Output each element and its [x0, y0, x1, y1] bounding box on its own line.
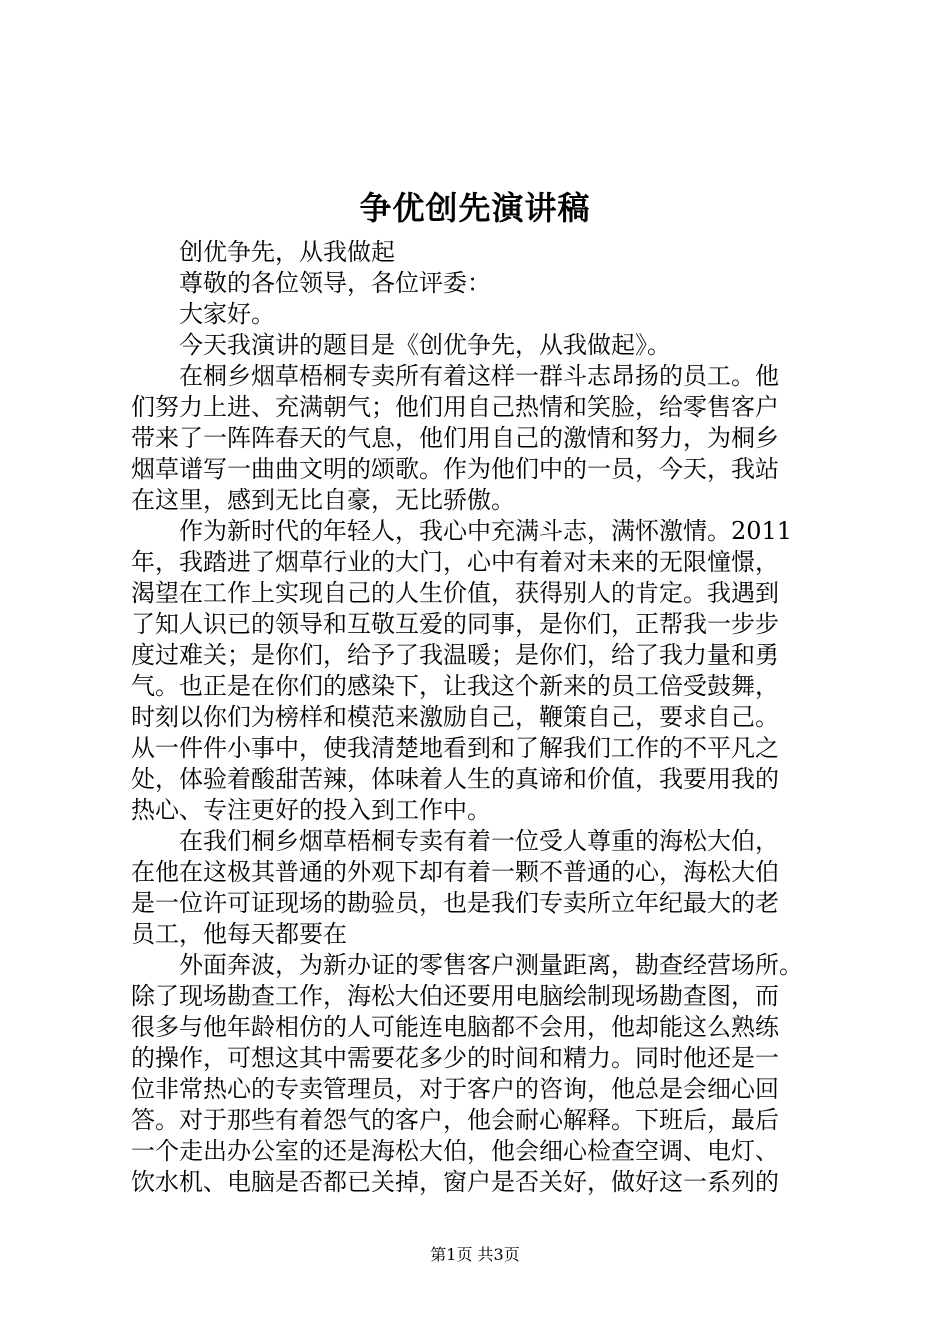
text-line: 今天我演讲的题目是《创优争先，从我做起》。	[179, 331, 671, 359]
text-line: 气。也正是在你们的感染下，让我这个新来的员工倍受鼓舞，	[131, 672, 779, 700]
text-line: 的操作，可想这其中需要花多少的时间和精力。同时他还是一	[131, 1044, 779, 1072]
text-line: 是一位许可证现场的勘验员，也是我们专卖所立年纪最大的老	[131, 889, 779, 917]
text-line: 大家好。	[179, 300, 275, 328]
text-line: 渴望在工作上实现自己的人生价值，获得别人的肯定。我遇到	[131, 579, 779, 607]
text-line: 时刻以你们为榜样和模范来激励自己，鞭策自己，要求自己。	[131, 703, 779, 731]
text-line: 外面奔波，为新办证的零售客户测量距离，勘查经营场所。	[179, 951, 803, 979]
text-line: 饮水机、电脑是否都已关掉，窗户是否关好，做好这一系列的	[131, 1168, 779, 1196]
text-line: 除了现场勘查工作，海松大伯还要用电脑绘制现场勘查图，而	[131, 982, 779, 1010]
text-line: 一个走出办公室的还是海松大伯，他会细心检查空调、电灯、	[131, 1137, 779, 1165]
document-body	[131, 237, 831, 1198]
text-line: 答。对于那些有着怨气的客户，他会耐心解释。下班后，最后	[131, 1106, 779, 1134]
text-line: 在他在这极其普通的外观下却有着一颗不普通的心，海松大伯	[131, 858, 779, 886]
text-line: 尊敬的各位领导，各位评委：	[179, 269, 491, 297]
text-line: 年，我踏进了烟草行业的大门，心中有着对未来的无限憧憬，	[131, 548, 779, 576]
text-line: 们努力上进、充满朝气；他们用自己热情和笑脸，给零售客户	[131, 393, 779, 421]
text-line: 位非常热心的专卖管理员，对于客户的咨询，他总是会细心回	[131, 1075, 779, 1103]
text-line: 创优争先，从我做起	[179, 238, 395, 266]
text-line: 了知人识已的领导和互敬互爱的同事，是你们，正帮我一步步	[131, 610, 779, 638]
text-line: 烟草谱写一曲曲文明的颂歌。作为他们中的一员，今天，我站	[131, 455, 779, 483]
text-line: 员工，他每天都要在	[131, 920, 347, 948]
text-line: 从一件件小事中，使我清楚地看到和了解我们工作的不平凡之	[131, 734, 779, 762]
text-line: 在我们桐乡烟草梧桐专卖有着一位受人尊重的海松大伯，	[179, 827, 779, 855]
text-line: 在桐乡烟草梧桐专卖所有着这样一群斗志昂扬的员工。他	[179, 362, 779, 390]
text-line: 带来了一阵阵春天的气息，他们用自己的激情和努力，为桐乡	[131, 424, 779, 452]
text-line: 作为新时代的年轻人，我心中充满斗志，满怀激情。2011	[179, 517, 793, 545]
text-line: 处，体验着酸甜苦辣，体味着人生的真谛和价值，我要用我的	[131, 765, 779, 793]
text-line: 度过难关；是你们，给予了我温暖；是你们，给了我力量和勇	[131, 641, 779, 669]
text-line: 在这里，感到无比自豪，无比骄傲。	[131, 486, 515, 514]
text-line: 很多与他年龄相仿的人可能连电脑都不会用，他却能这么熟练	[131, 1013, 779, 1041]
document-title: 争优创先演讲稿	[359, 189, 591, 227]
page-footer: 第1页 共3页	[430, 1245, 520, 1264]
text-line: 热心、专注更好的投入到工作中。	[131, 796, 491, 824]
